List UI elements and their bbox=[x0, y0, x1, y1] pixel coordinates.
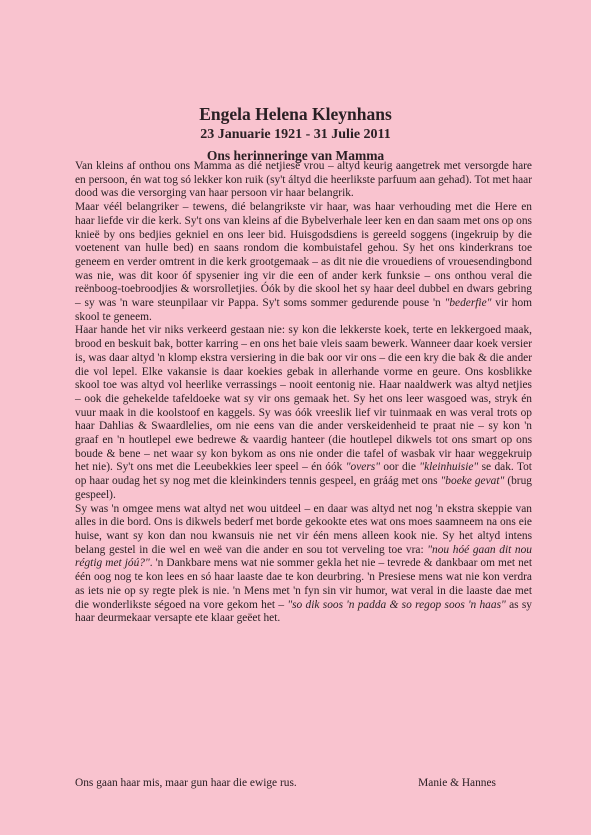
paragraph-text: vir hom skool te geneem. bbox=[75, 297, 532, 323]
paragraph-text: Sy was 'n omgee mens wat altyd net wou uitdeel – en daar was altyd net nog 'n ekstra skeppie van alles in die bord. Ons is dikwels bederf met borde gekookte etes wat ons moes saamneem na ons eie huise, want sy kon dan nou kwansuis nie net vir één mens alleen kook nie. Sy het altyd intens belang gestel in die wel en weë van die ander en sou tot verveling toe vra: bbox=[75, 502, 532, 556]
paragraph-text: (brug gespeel). bbox=[75, 475, 532, 501]
quoted-phrase: "bederfie" bbox=[444, 297, 492, 310]
quoted-phrase: "overs" bbox=[345, 461, 381, 474]
closing-line: Ons gaan haar mis, maar gun haar die ewige rus. bbox=[75, 777, 297, 789]
paragraph-text: se dak. Tot op haar oudag het sy nog met die kleinkinders tennis gespeel, en gráág met ons bbox=[75, 461, 532, 488]
paragraph-text: as sy haar deurmekaar versapte ete klaar geëet het. bbox=[75, 598, 532, 625]
memorial-text bbox=[75, 160, 532, 626]
quoted-phrase: "kleinhuisie" bbox=[419, 461, 479, 474]
page-title: Engela Helena Kleynhans bbox=[199, 104, 392, 124]
paragraph-3 bbox=[75, 324, 532, 502]
paragraph-4 bbox=[75, 503, 532, 626]
paragraph-text: . 'n Dankbare mens wat nie sommer gekla het nie – tevrede & dankbaar om met net één oog nog te kon lees en só haar laaste dae te kon deurbring. 'n Presiese mens wat nie kon verdra as iets nie op sy regte plek is nie. 'n Mens met 'n fyn sin vir humor, wat veral in die laaste dae met die wonderlikste ségoed na vore gekom het – bbox=[75, 557, 532, 611]
paragraph-text: Haar hande het vir niks verkeerd gestaan nie: sy kon die lekkerste koek, terte en lekkergoed maak, brood en beskuit bak, botter karring – en ons het baie vleis saam bewerk. Wanneer daar koek versier is, was daar altyd 'n klomp ekstra versiering in die bak oor vir ons – die een kry die bak & die ander die vol lepel. Elke vakansie is daar koekies gebak in allerhande vorme en geure. Ons kosblikke skool toe was altyd vol heerlike verrassings – nooit eentonig nie. Haar naaldwerk was altyd netjies – ook die gehekelde tafeldoeke wat sy vir ons gemaak het. Sy het ons leer wasgoed was, stryk én vuur maak in die koolstoof en kaggels. Sy was óók vreeslik lief vir tuinmaak en was veral trots op haar Dahlias & Swaardlelies, om nie eens van die ander verskeidenheid te praat nie – sy kon 'n graaf en 'n houtlepel ewe bedrewe & vaardig hanteer (die houtlepel dikwels tot ons smart op ons boude & bene – net waar sy kon bykom as ons nie onder die tafel of wasbak vir haar weggekruip het nie). Sy't ons met die Leeubekkies leer speel – én óók bbox=[75, 324, 532, 474]
paragraph-1: Van kleins af onthou ons Mamma as dié netjiese vrou – altyd keurig aangetrek met versorgde hare en persoon, én wat tog só lekker kon ruik (sy't áltyd die heerlikste parfuum aan gehad). Tot met haar dood was die versorging van haar persoon vir haar belangrik. bbox=[75, 160, 532, 200]
paragraph-2 bbox=[75, 201, 532, 324]
quoted-phrase: "nou hóé gaan dit nou régtig met jóú?" bbox=[75, 543, 532, 570]
quoted-phrase: "so dik soos 'n padda & so regop soos 'n haas" bbox=[287, 598, 506, 611]
paragraph-text: oor die bbox=[380, 461, 420, 474]
signature: Manie & Hannes bbox=[418, 777, 496, 789]
header bbox=[0, 104, 591, 165]
paragraph-text: Maar véél belangriker – tewens, dié belangrikste vir haar, was haar verhouding met die Here en haar liefde vir die kerk. Sy't ons van kleins af die Bybelverhale leer ken en dan saam met ons op ons knieë by ons bedjies gekniel en ons leer bid. Huisgodsdiens is gereeld soggens (ingekruip by die voetenent van hulle bed) en saans rondom die kombuistafel gehou. Sy het ons kinderkrans toe geneem en verder omtrent in die kerk grootgemaak – as dit nie die vrouediens of vrouesendingbond was nie, was dit koor óf spysenier ing vir die een of ander kerk funksie – ons onthou veral die reënboog-toebroodjies & worsrolletjies. Óók by die skool het sy haar deel dubbel en dwars gebring – sy was 'n ware steunpilaar vir Pappa. Sy't soms sommer gedurende pouse 'n bbox=[75, 201, 532, 310]
life-dates: 23 Januarie 1921 - 31 Julie 2011 bbox=[200, 127, 391, 142]
quoted-phrase: "boeke gevat" bbox=[440, 475, 505, 488]
closing bbox=[75, 776, 532, 790]
page-subtitle: Ons herinneringe van Mamma bbox=[206, 148, 385, 163]
